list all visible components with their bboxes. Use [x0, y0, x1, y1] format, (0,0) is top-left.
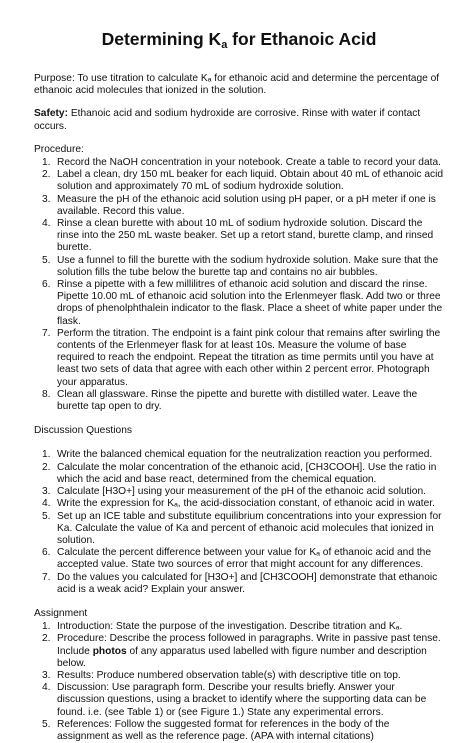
title-subscript: a [221, 39, 228, 51]
item-number: 3. [42, 669, 51, 681]
list-item [34, 486, 444, 498]
item-text: Calculate [H3O+] using your measurement of the pH of the ethanoic acid solution. [57, 486, 426, 498]
item-text: Write the expression for Kₐ, the acid-dissociation constant, of ethanoic acid in water. [57, 498, 435, 510]
page-title [34, 28, 444, 53]
item-number: 6. [42, 279, 51, 291]
title-text-end: for Ethanoic Acid [227, 29, 377, 49]
item-number: 3. [42, 486, 51, 498]
list-item [34, 194, 444, 218]
list-item [34, 279, 444, 328]
assignment-heading: Assignment [34, 607, 88, 619]
item-text: Measure the pH of the ethanoic acid solution using pH paper, or a pH meter if one is available. Record this value. [57, 193, 436, 217]
item-number: 4. [42, 682, 51, 694]
item-number: 8. [42, 388, 51, 400]
item-number: 5. [42, 718, 51, 730]
procedure-list [34, 157, 444, 413]
list-item [34, 511, 444, 548]
item-text: Introduction: State the purpose of the investigation. Describe titration and Kₐ. [57, 621, 403, 633]
title-text: Determining K [101, 29, 222, 49]
item-text-continued: of any apparatus used labelled with figure number and description below. [57, 645, 427, 669]
list-item [34, 218, 444, 255]
item-text: Rinse a pipette with a few millilitres of ethanoic acid solution and discard the rinse. Pipette 10.00 mL of ethanoic acid solution into the Erlenmeyer flask. Add two or three drops of phenolphthalein indicator to the flask. Place a sheet of white paper under the flask. [57, 279, 443, 327]
safety-paragraph [34, 108, 444, 132]
list-item [34, 682, 444, 719]
item-text: Rinse a clean burette with about 10 mL of sodium hydroxide solution. Discard the rinse into the 250 mL waste beaker. Set up a retort stand, burette clamp, and rinsed burette. [57, 218, 434, 254]
list-item [34, 255, 444, 279]
item-number: 6. [42, 547, 51, 559]
item-text: Record the NaOH concentration in your notebook. Create a table to record your data. [57, 157, 441, 169]
list-item [34, 169, 444, 193]
item-number: 2. [42, 461, 51, 473]
item-number: 5. [42, 510, 51, 522]
list-item [34, 449, 444, 461]
list-item [34, 621, 444, 633]
item-text: Procedure: Describe the process followed in paragraphs. Write in passive past tense. Include [57, 633, 441, 657]
assignment-list [34, 621, 444, 743]
discussion-heading: Discussion Questions [34, 425, 132, 437]
item-number: 2. [42, 633, 51, 645]
item-number: 3. [42, 193, 51, 205]
item-number: 4. [42, 218, 51, 230]
item-number: 4. [42, 498, 51, 510]
item-text: Write the balanced chemical equation for the neutralization reaction you performed. [57, 449, 433, 461]
list-item [34, 389, 444, 413]
list-item [34, 328, 444, 389]
safety-label: Safety: [34, 108, 68, 120]
list-item [34, 462, 444, 486]
list-item [34, 547, 444, 571]
item-text: Do the values you calculated for [H3O+] and [CH3COOH] demonstrate that ethanoic acid is a weak acid? Explain your answer. [57, 571, 438, 595]
purpose-paragraph: Purpose: To use titration to calculate Kₐ for ethanoic acid and determine the percentage of ethanoic acid molecules that ionized in the solution. [34, 73, 440, 97]
item-text: Label a clean, dry 150 mL beaker for each liquid. Obtain about 40 mL of ethanoic acid solution and approximately 70 mL of sodium hydroxide solution. [57, 169, 444, 193]
item-text: Calculate the percent difference between your value for Kₐ of ethanoic acid and the accepted value. State two sources of error that might account for any differences. [57, 547, 431, 571]
item-text: Set up an ICE table and substitute equilibrium concentrations into your expression for Ka. Calculate the value of Ka and percent of ethanoic acid molecules that ionized in solution. [57, 510, 442, 546]
item-number: 7. [42, 571, 51, 583]
list-item [34, 633, 444, 670]
list-item [34, 498, 444, 510]
item-text: References: Follow the suggested format for references in the body of the assignment as well as the reference page. (APA with internal citations) [57, 718, 390, 742]
item-number: 1. [42, 157, 51, 169]
item-number: 7. [42, 327, 51, 339]
item-text: Use a funnel to fill the burette with the sodium hydroxide solution. Make sure that the solution fills the tube below the burette tap and contains no air bubbles. [57, 254, 439, 278]
list-item [34, 572, 444, 596]
item-number: 2. [42, 169, 51, 181]
item-text: Perform the titration. The endpoint is a faint pink colour that remains after swirling the contents of the Erlenmeyer flask for at least 10s. Measure the volume of base required to reach the endpoint. Repeat the titration as time permits until you have at least two sets of data that agree with each other within 2 percent error. Photograph your apparatus. [57, 327, 441, 388]
procedure-heading: Procedure: [34, 143, 84, 155]
discussion-list [34, 449, 444, 595]
item-text: Calculate the molar concentration of the ethanoic acid, [CH3COOH]. Use the ratio in which the acid and base react, determined from the chemical equation. [57, 461, 437, 485]
list-item [34, 157, 444, 169]
item-number: 1. [42, 449, 51, 461]
item-text: Clean all glassware. Rinse the pipette and burette with distilled water. Leave the burette tap open to dry. [57, 388, 418, 413]
item-number: 1. [42, 621, 51, 633]
list-item [34, 719, 444, 743]
list-item [34, 670, 444, 682]
item-text: Discussion: Use paragraph form. Describe your results briefly. Answer your discussion questions, using a bracket to identify where the supporting data can be found. i.e. (see Table 1) or (see Figure 1.) State any experimental errors. [57, 682, 427, 718]
item-text: Results: Produce numbered observation table(s) with descriptive title on top. [57, 669, 401, 681]
safety-text: Ethanoic acid and sodium hydroxide are corrosive. Rinse with water if contact occurs. [34, 108, 421, 132]
item-bold-text: photos [92, 645, 127, 657]
item-number: 5. [42, 254, 51, 266]
